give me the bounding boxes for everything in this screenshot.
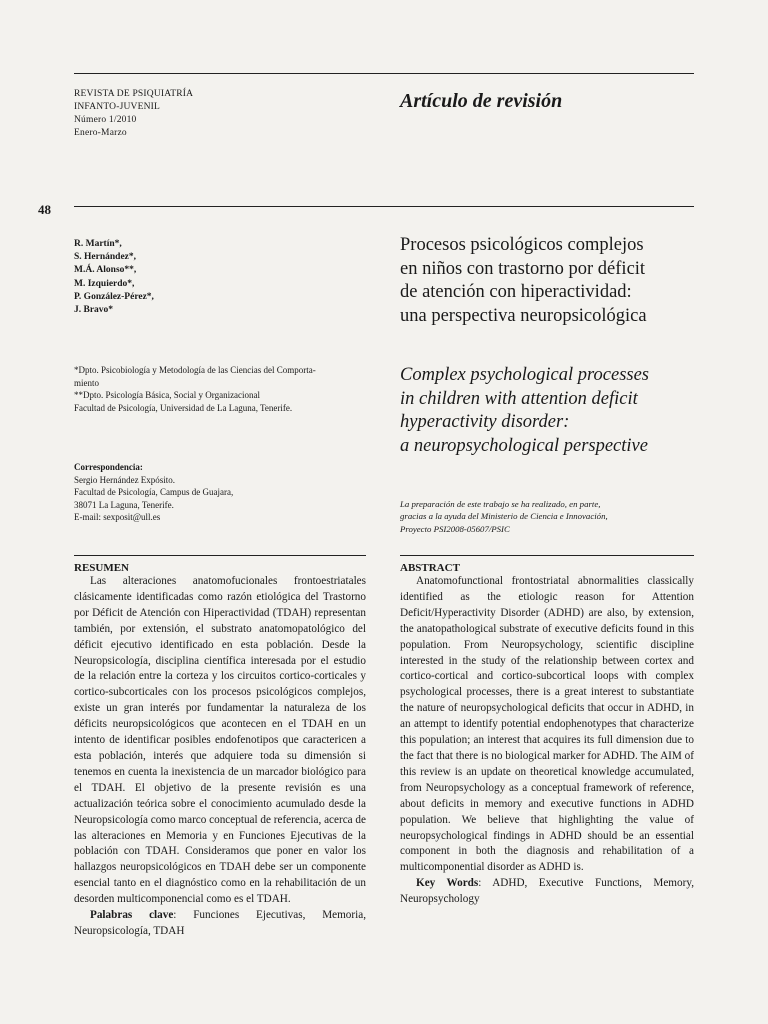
title-line: hyperactivity disorder: xyxy=(400,412,570,432)
affiliation-line: **Dpto. Psicología Básica, Social y Organizacional xyxy=(74,390,261,400)
title-line: Procesos psicológicos complejos xyxy=(400,235,644,255)
page-number: 48 xyxy=(38,202,51,217)
abstract-body xyxy=(400,574,694,908)
resumen-paragraph: Las alteraciones anatomofucionales frontoestriatales clásicamente identificadas como razón etiológica del Trastorno por Déficit de Atención con Hiperactividad (TDAH) representan también, por extensión, el substrato anatomopatológico del déficit ejecutivo identificado en esta población. Desde la Neuropsicología, disciplina científica interesada por el estudio de la relación entre la corteza y los circuitos cortico-corticales y cortico-subcorticales con los procesos psicológicos complejos, existe un gran interés por fundamentar la naturaleza de los déficits neuropsicológicos que acontecen en el TDAH en un intento de identificar posibles endofenotipos que caractericen a esta población, interés que adquiere toda su dimensión si tenemos en cuenta la inexistencia de un marcador biológico para el TDAH. El objetivo de la presente revisión es una actualización teórica sobre el conocimiento acumulado desde la Neuropsicología como marco conceptual de referencia, acerca de las alteraciones en Memoria y en Funciones Ejecutivas de la población con TDAH. Consideramos que poner en valor los hallazgos neuropsicológicos en TDAH debe ser un componente esencial tanto en el diagnóstico como en la rehabilitación de un desorden multicomponencial como es el TDAH. xyxy=(74,575,366,906)
correspondence-heading: Correspondencia: xyxy=(74,462,143,472)
abstract-heading: ABSTRACT xyxy=(400,562,460,574)
affiliation-line: miento xyxy=(74,377,99,388)
abstract-keywords xyxy=(400,876,694,908)
author: M.Á. Alonso**, xyxy=(74,265,137,276)
keywords-text: : Funciones Ejecutivas, Memoria, Neuropsicología, TDAH xyxy=(74,909,366,937)
author: R. Martín*, xyxy=(74,239,122,249)
funding-note xyxy=(400,498,700,535)
funding-line: gracias a la ayuda del Ministerio de Ciencia e Innovación, xyxy=(400,511,608,522)
journal-info xyxy=(74,88,193,140)
title-english xyxy=(400,364,740,458)
correspondence-line: Sergio Hernández Expósito. xyxy=(74,474,176,485)
author: S. Hernández*, xyxy=(74,252,137,263)
resumen-heading: RESUMEN xyxy=(74,562,130,574)
abstract-section xyxy=(400,562,694,908)
correspondence-line: Facultad de Psicología, Campus de Guajara, xyxy=(74,487,234,497)
title-line: in children with attention deficit xyxy=(400,388,638,409)
funding-line: La preparación de este trabajo se ha realizado, en parte, xyxy=(400,499,601,509)
title-line: a neuropsychological perspective xyxy=(400,435,648,456)
resumen-rule xyxy=(74,555,366,556)
title-line: de atención con hiperactividad: xyxy=(400,282,632,302)
abstract-rule xyxy=(400,555,694,556)
resumen-body xyxy=(74,574,366,940)
title-line: una perspectiva neuropsicológica xyxy=(400,305,647,326)
journal-name-line: REVISTA DE PSIQUIATRÍA xyxy=(74,89,194,99)
title-line: Complex psychological processes xyxy=(400,365,650,385)
author: P. González-Pérez*, xyxy=(74,291,154,302)
correspondence-email: E-mail: sexposit@ull.es xyxy=(74,512,161,522)
correspondence-line: 38071 La Laguna, Tenerife. xyxy=(74,499,174,510)
header-bottom-rule xyxy=(74,206,694,207)
abstract-paragraph: Anatomofunctional frontostriatal abnormalities classically identified as the etiologic reason for Attention Deficit/Hyperactivity Disorder (ADHD) are also, by extension, the anatopathological substrate of executive deficits found in this population. From Neuropsychology, scientific discipline interested in the study of the relationship between cortex and cortico-cortical and cortico-subcortical loops with complex psychological processes, there is a great interest to substantiate the nature of neuropsychological deficits that occur in ADHD, in an attempt to identify potential endophenotypes that characterize this population; an interest that acquires its full dimension due to the fact that there is no biological marker for ADHD. The AIM of this review is an update on theoretical knowledge accumulated, from Neuropsychology as a conceptual framework of reference, about deficits in memory and executive functions in ADHD population. We believe that highlighting the value of neuropsychological findings in ADHD should be an essential component in both the diagnosis and rehabilitation of a multicomponential disorder as ADHD is. xyxy=(400,575,694,874)
affiliation-line: *Dpto. Psicobiología y Metodología de las Ciencias del Comporta- xyxy=(74,365,316,375)
affiliation-line: Facultad de Psicología, Universidad de La Laguna, Tenerife. xyxy=(74,402,293,413)
title-line: en niños con trastorno por déficit xyxy=(400,258,646,279)
keywords-label: Palabras clave xyxy=(90,909,174,922)
keywords-label: Key Words xyxy=(416,877,479,890)
header-top-rule xyxy=(74,73,694,74)
title-spanish xyxy=(400,234,740,328)
resumen-keywords xyxy=(74,908,366,940)
section-type: Artículo de revisión xyxy=(400,90,563,112)
keywords-text: : ADHD, Executive Functions, Memory, Neuropsychology xyxy=(400,877,694,906)
resumen-section xyxy=(74,562,366,940)
correspondence xyxy=(74,461,356,524)
funding-line: Proyecto PSI2008-05607/PSIC xyxy=(400,523,510,534)
affiliations xyxy=(74,364,356,414)
journal-period: Enero-Marzo xyxy=(74,128,127,138)
author: M. Izquierdo*, xyxy=(74,278,135,289)
author-list xyxy=(74,238,154,317)
journal-issue: Número 1/2010 xyxy=(74,115,137,125)
author: J. Bravo* xyxy=(74,305,114,316)
journal-name-line: INFANTO-JUVENIL xyxy=(74,102,161,112)
